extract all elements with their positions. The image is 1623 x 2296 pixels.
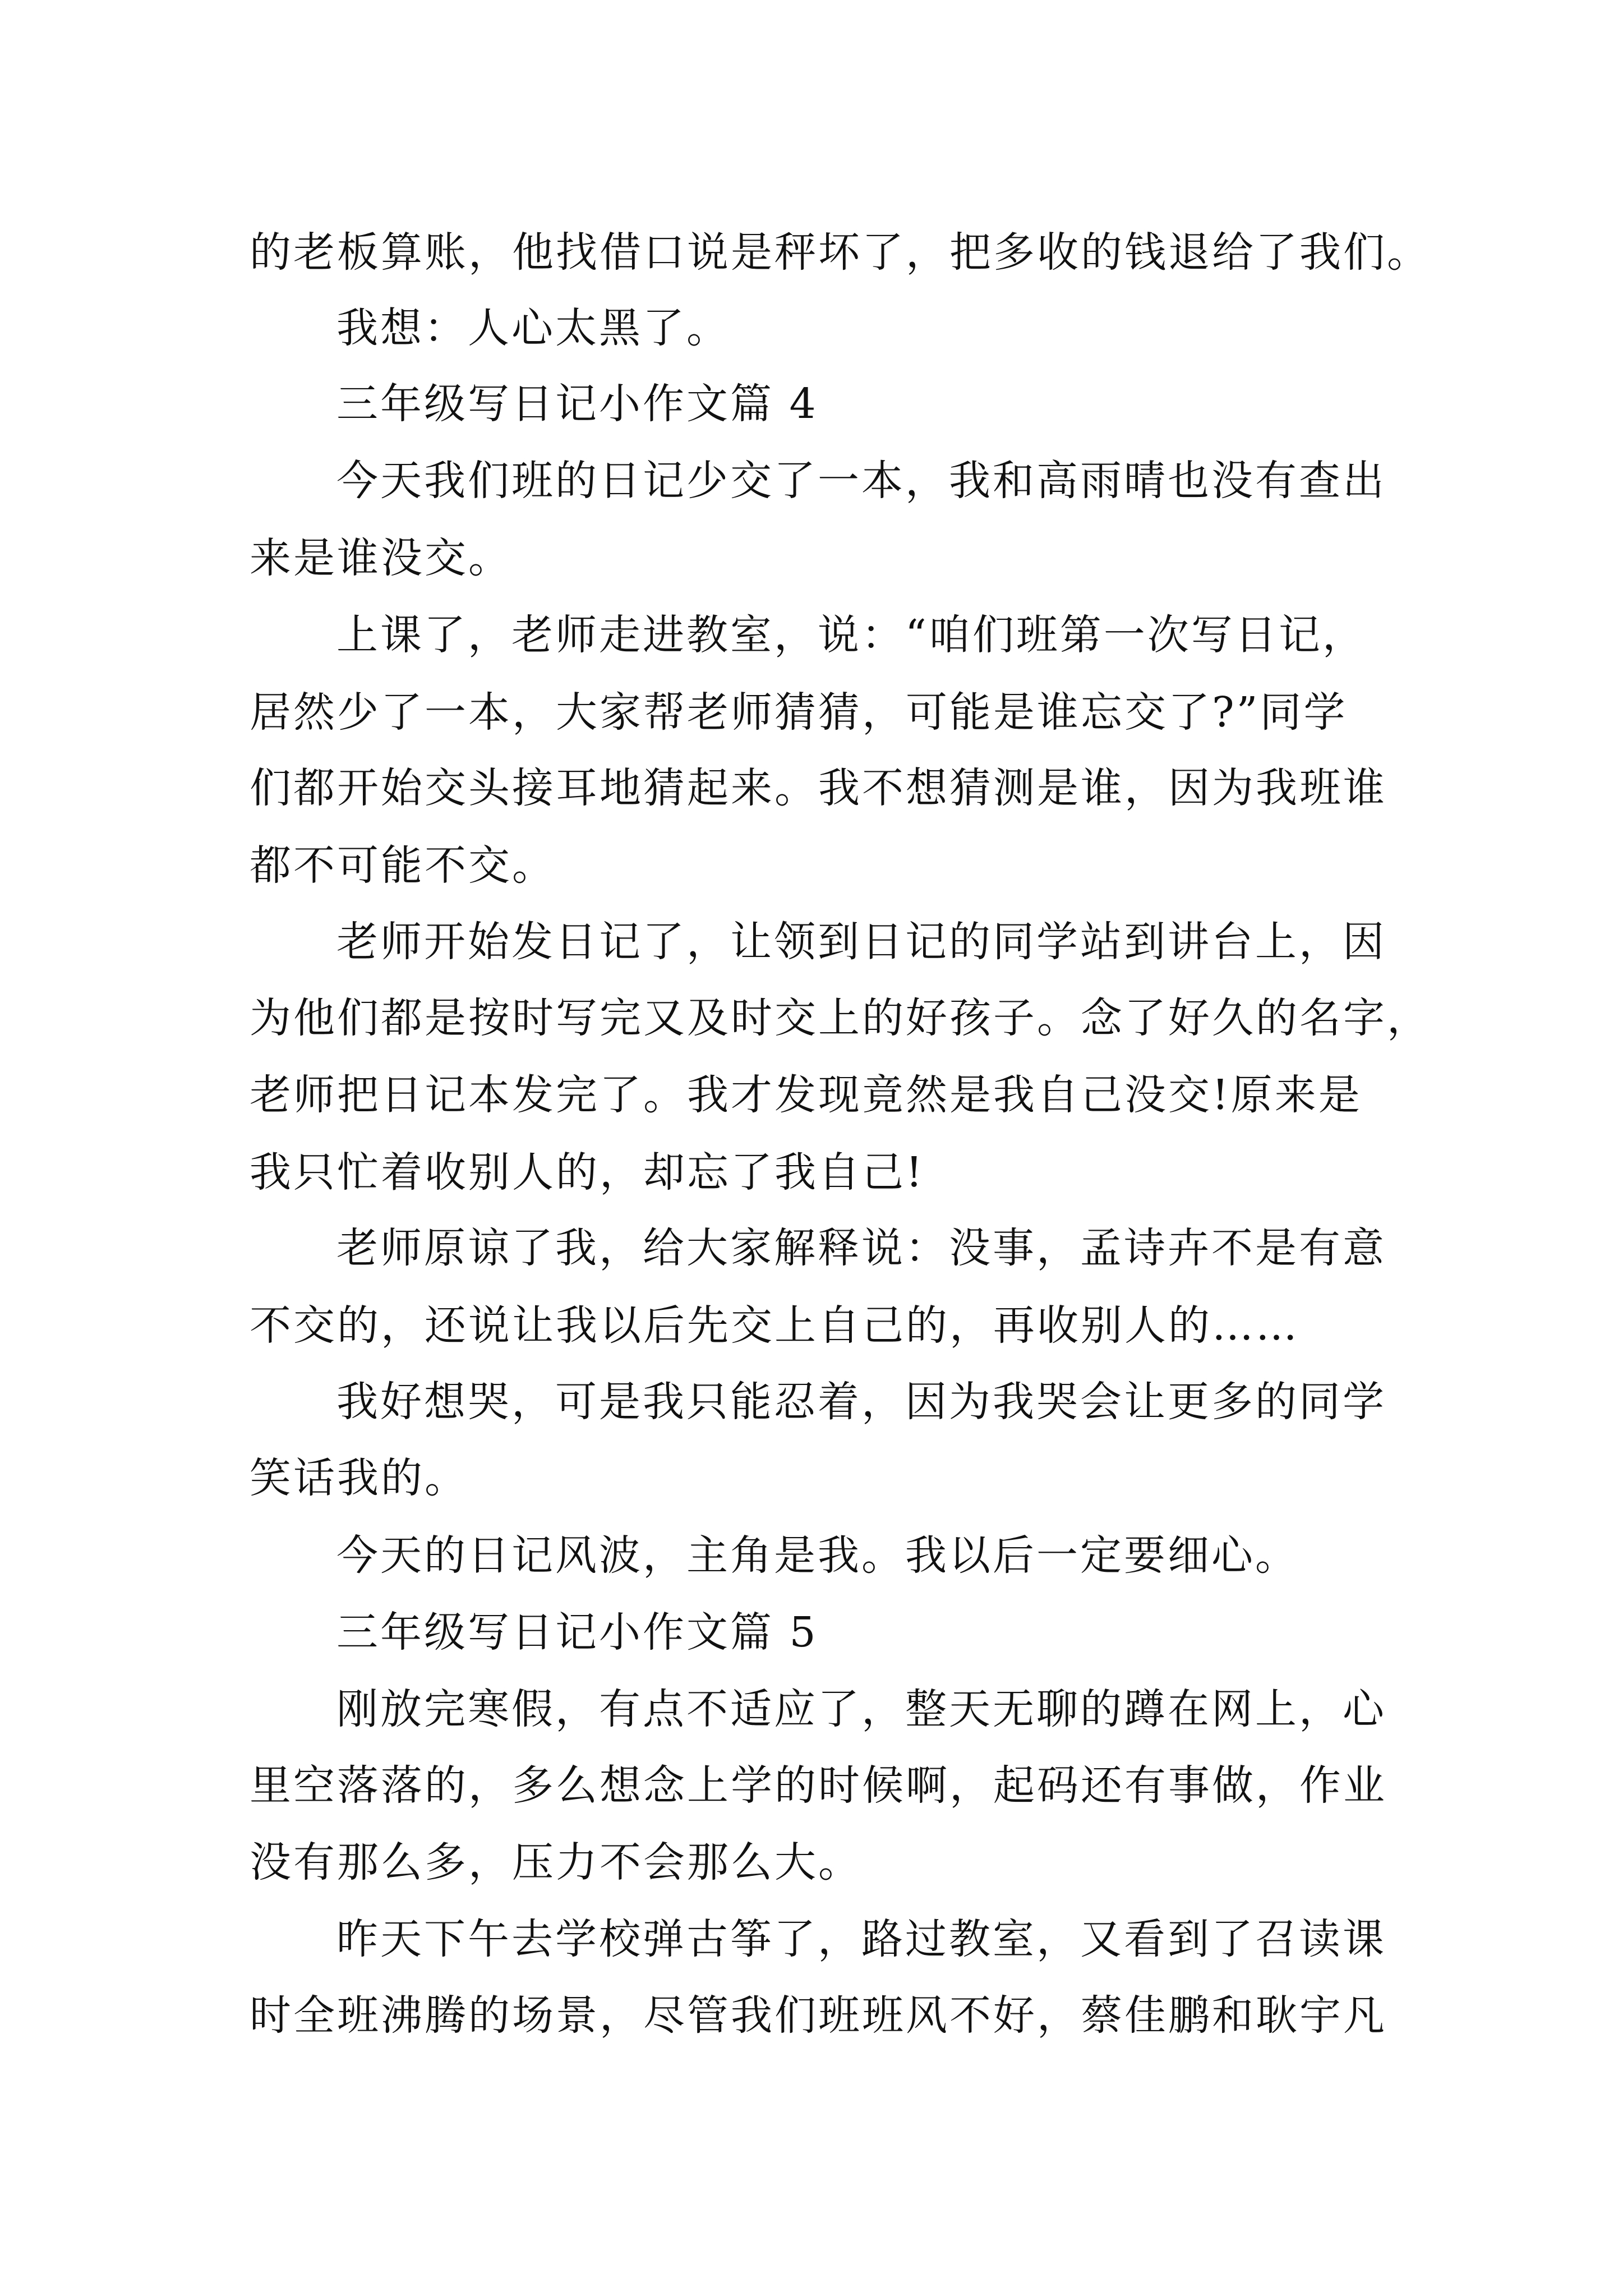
text-line: 都不可能不交。 bbox=[250, 841, 556, 890]
text-line: 来是谁没交。 bbox=[250, 534, 512, 582]
text-line: 上课了，老师走进教室，说：“咱们班第一次写日记， bbox=[336, 611, 1366, 659]
text-line: 我只忙着收别人的，却忘了我自己! bbox=[250, 1148, 925, 1197]
section-heading: 三年级写日记小作文篇 5 bbox=[336, 1608, 818, 1657]
text-line: 不交的，还说让我以后先交上自己的，再收别人的…… bbox=[250, 1301, 1299, 1350]
text-line: 刚放完寒假，有点不适应了，整天无聊的蹲在网上，心 bbox=[336, 1685, 1386, 1733]
text-line: 老师开始发日记了，让领到日记的同学站到讲台上，因 bbox=[336, 918, 1386, 966]
text-line: 笑话我的。 bbox=[250, 1454, 468, 1502]
text-line: 我好想哭，可是我只能忍着，因为我哭会让更多的同学 bbox=[336, 1378, 1386, 1426]
text-line: 们都开始交头接耳地猜起来。我不想猜测是谁，因为我班谁 bbox=[250, 764, 1387, 812]
text-line: 今天我们班的日记少交了一本，我和高雨晴也没有查出 bbox=[336, 457, 1386, 505]
section-heading: 三年级写日记小作文篇 4 bbox=[336, 380, 818, 428]
text-line: 居然少了一本，大家帮老师猜猜，可能是谁忘交了?”同学 bbox=[250, 688, 1348, 737]
text-line: 昨天下午去学校弹古筝了，路过教室，又看到了召读课 bbox=[336, 1915, 1386, 1963]
text-line: 今天的日记风波，主角是我。我以后一定要细心。 bbox=[336, 1531, 1299, 1580]
text-line: 为他们都是按时写完又及时交上的好孩子。念了好久的名字， bbox=[250, 994, 1431, 1042]
text-line: 我想：人心太黑了。 bbox=[336, 304, 730, 352]
text-line: 的老板算账，他找借口说是秤坏了，把多收的钱退给了我们。 bbox=[250, 228, 1431, 277]
text-line: 老师原谅了我，给大家解释说：没事，孟诗卉不是有意 bbox=[336, 1224, 1386, 1272]
text-line: 老师把日记本发完了。我才发现竟然是我自己没交!原来是 bbox=[250, 1071, 1362, 1119]
text-line: 没有那么多，压力不会那么大。 bbox=[250, 1838, 862, 1887]
text-line: 时全班沸腾的场景，尽管我们班班风不好，蔡佳鹏和耿宇凡 bbox=[250, 1991, 1387, 2040]
text-line: 里空落落的，多么想念上学的时候啊，起码还有事做，作业 bbox=[250, 1761, 1387, 1810]
